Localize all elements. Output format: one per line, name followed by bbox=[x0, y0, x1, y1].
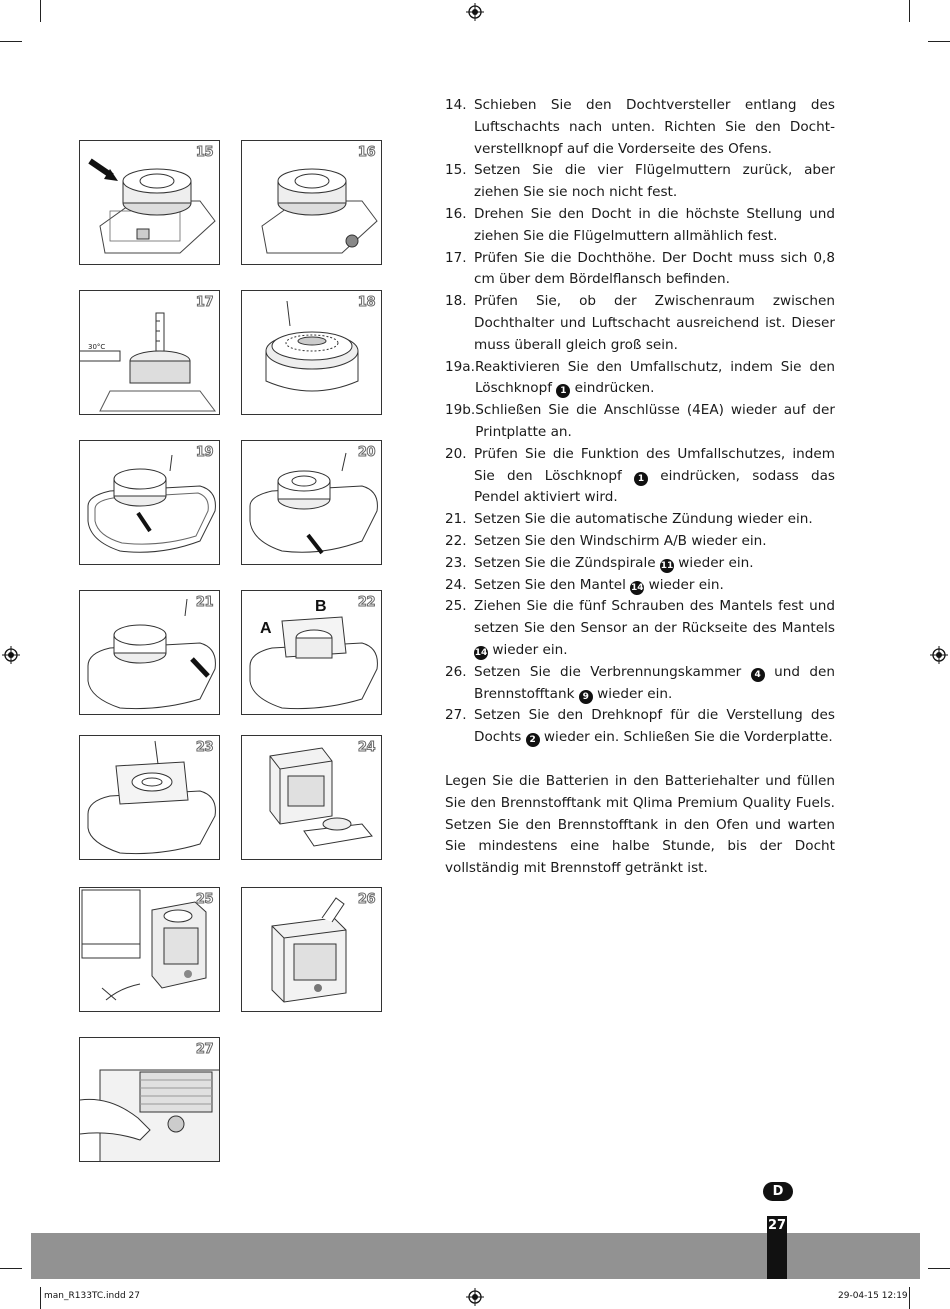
step-number: 19a. bbox=[445, 358, 475, 375]
step-text-segment: Schieben Sie den Dochtversteller entlang des Luftschachts nach unten. Richten Sie den Dochtverstellknopf auf die Vorderseite des Ofens. bbox=[474, 97, 835, 157]
step-text-segment: Setzen Sie die vier Flügelmuttern zurück, aber ziehen Sie sie noch nicht fest. bbox=[474, 162, 835, 201]
instruction-steps bbox=[445, 95, 835, 749]
step-number: 17. bbox=[445, 249, 467, 266]
figure-25 bbox=[79, 887, 220, 1012]
registration-mark-icon bbox=[930, 646, 948, 664]
step-text-segment: und den Brennstofftank bbox=[474, 663, 835, 702]
step-text bbox=[474, 95, 835, 160]
step-text bbox=[474, 509, 835, 531]
step-text bbox=[474, 531, 835, 553]
step-number: 21. bbox=[445, 511, 467, 528]
step-text-segment: Reaktivieren Sie den Umfallschutz, indem Sie den Löschknopf bbox=[474, 358, 835, 397]
step-text bbox=[474, 444, 835, 509]
step-text-segment: Prüfen Sie, ob der Zwischenraum zwischen Dochthalter und Luftschacht ausreichend ist. Dieser muss überall gleich groß sein. bbox=[474, 293, 835, 353]
step-text-segment: eindrücken, sodass das Pendel aktiviert wird. bbox=[474, 467, 835, 506]
language-badge: D bbox=[763, 1182, 793, 1201]
figure-number: 22 bbox=[357, 595, 375, 610]
step-item bbox=[445, 204, 835, 248]
figure-number: 18 bbox=[357, 295, 375, 310]
figure-21 bbox=[79, 590, 220, 715]
step-text-segment: Setzen Sie die Zündspirale bbox=[474, 554, 660, 571]
footer-filename: man_R133TC.indd 27 bbox=[44, 1291, 140, 1301]
step-item bbox=[445, 95, 835, 160]
step-number: 15. bbox=[445, 162, 467, 179]
step-number: 22. bbox=[445, 532, 467, 549]
label-b: B bbox=[315, 598, 327, 615]
step-text-segment: wieder ein. bbox=[673, 554, 754, 571]
step-text bbox=[475, 400, 835, 444]
step-text-segment: Setzen Sie die automatische Zündung wieder ein. bbox=[474, 511, 813, 528]
figure-number: 24 bbox=[357, 740, 375, 755]
step-item bbox=[445, 444, 835, 509]
figure-number: 17 bbox=[195, 295, 213, 310]
figure-number: 19 bbox=[195, 445, 213, 460]
part-number-badge: 11 bbox=[660, 560, 674, 571]
footer-date: 29-04-15 12:19 bbox=[838, 1291, 908, 1301]
step-text bbox=[475, 357, 835, 401]
crop-mark bbox=[909, 1287, 910, 1309]
step-item bbox=[445, 596, 835, 661]
step-text-segment: Setzen Sie die Verbrennungskammer bbox=[474, 663, 751, 680]
crop-mark bbox=[0, 1268, 22, 1269]
figure-24 bbox=[241, 735, 382, 860]
figure-22 bbox=[241, 590, 382, 715]
figure-18 bbox=[241, 290, 382, 415]
figure-number: 25 bbox=[195, 892, 213, 907]
figure-23 bbox=[79, 735, 220, 860]
step-number: 27. bbox=[445, 707, 467, 724]
step-text bbox=[474, 248, 835, 292]
step-item bbox=[445, 553, 835, 575]
step-item bbox=[445, 662, 835, 706]
crop-mark bbox=[928, 41, 950, 42]
crop-mark bbox=[0, 41, 22, 42]
step-text-segment: wieder ein. bbox=[488, 641, 568, 658]
registration-mark-icon bbox=[2, 646, 20, 664]
step-item bbox=[445, 248, 835, 292]
page-number: 27 bbox=[767, 1216, 787, 1279]
figure-26 bbox=[241, 887, 382, 1012]
scale-label: 30°C bbox=[88, 343, 106, 351]
step-text-segment: wieder ein. bbox=[644, 576, 724, 593]
figure-19 bbox=[79, 440, 220, 565]
step-item bbox=[445, 531, 835, 553]
step-text bbox=[474, 575, 835, 597]
step-text bbox=[474, 705, 835, 749]
part-number-badge: 2 bbox=[526, 733, 540, 747]
figure-number: 20 bbox=[357, 445, 375, 460]
figure-number: 23 bbox=[195, 740, 213, 755]
step-number: 25. bbox=[445, 598, 467, 615]
part-number-badge: 1 bbox=[556, 384, 570, 398]
step-text-segment: Ziehen Sie die fünf Schrauben des Mantels fest und setzen Sie den Sensor an der Rückseite des Mantels bbox=[474, 598, 835, 637]
figure-number: 27 bbox=[195, 1042, 213, 1057]
part-number-badge: 14 bbox=[630, 582, 644, 593]
step-number: 23. bbox=[445, 554, 467, 571]
step-text-segment: Prüfen Sie die Dochthöhe. Der Docht muss sich 0,8 cm über dem Bördelflansch befinden. bbox=[474, 249, 835, 288]
step-text-segment: wieder ein. Schließen Sie die Vorderplatte. bbox=[539, 729, 833, 746]
step-text bbox=[474, 662, 835, 706]
step-text-segment: Prüfen Sie die Funktion des Umfallschutzes, indem Sie den Löschknopf bbox=[474, 445, 835, 484]
step-item bbox=[445, 400, 835, 444]
figure-number: 15 bbox=[195, 145, 213, 160]
step-number: 24. bbox=[445, 576, 467, 593]
step-item bbox=[445, 357, 835, 401]
figure-27 bbox=[79, 1037, 220, 1162]
step-text bbox=[474, 160, 835, 204]
step-text bbox=[474, 596, 835, 661]
step-item bbox=[445, 291, 835, 356]
step-item bbox=[445, 509, 835, 531]
step-number: 18. bbox=[445, 293, 467, 310]
step-number: 19b. bbox=[445, 402, 476, 419]
figure-number: 21 bbox=[195, 595, 213, 610]
figure-20 bbox=[241, 440, 382, 565]
step-item bbox=[445, 705, 835, 749]
part-number-badge: 4 bbox=[751, 668, 765, 682]
step-text-segment: Setzen Sie den Drehknopf für die Verstellung des Dochts bbox=[474, 707, 835, 746]
step-number: 14. bbox=[445, 97, 467, 113]
figure-number: 26 bbox=[357, 892, 375, 907]
crop-mark bbox=[909, 0, 910, 22]
step-text-segment: Drehen Sie den Docht in die höchste Stellung und ziehen Sie die Flügelmuttern allmählich fest. bbox=[474, 205, 835, 244]
step-text-segment: Setzen Sie den Windschirm A/B wieder ein. bbox=[474, 532, 767, 549]
registration-mark-icon bbox=[466, 3, 484, 21]
step-number: 26. bbox=[445, 663, 467, 680]
step-text bbox=[474, 553, 835, 575]
step-text-segment: eindrücken. bbox=[570, 380, 655, 397]
step-text-segment: Setzen Sie den Mantel bbox=[474, 576, 631, 593]
crop-mark bbox=[40, 0, 41, 22]
step-number: 16. bbox=[445, 205, 467, 222]
step-text bbox=[474, 291, 835, 356]
closing-paragraph: Legen Sie die Batterien in den Batteriehalter und füllen Sie den Brennstofftank mit Qlima Premium Quality Fuels. Setzen Sie den Brennstofftank in den Ofen und warten Sie mindestens eine halbe Stunde, bis der Docht vollständig mit Brennstoff getränkt ist. bbox=[445, 773, 835, 877]
figure-17 bbox=[79, 290, 220, 415]
part-number-badge: 14 bbox=[474, 647, 488, 658]
figure-number: 16 bbox=[357, 145, 375, 160]
step-text-segment: Schließen Sie die Anschlüsse (4EA) wieder auf der Printplatte an. bbox=[475, 402, 835, 440]
label-a: A bbox=[260, 620, 272, 637]
crop-mark bbox=[40, 1287, 41, 1309]
figure-16 bbox=[241, 140, 382, 265]
figure-15 bbox=[79, 140, 220, 265]
part-number-badge: 1 bbox=[634, 472, 648, 486]
crop-mark bbox=[928, 1268, 950, 1269]
step-number: 20. bbox=[445, 445, 467, 462]
registration-mark-icon bbox=[466, 1288, 484, 1306]
step-text bbox=[474, 204, 835, 248]
step-item bbox=[445, 575, 835, 597]
step-item bbox=[445, 160, 835, 204]
step-text-segment: wieder ein. bbox=[592, 685, 673, 702]
part-number-badge: 9 bbox=[579, 690, 593, 704]
